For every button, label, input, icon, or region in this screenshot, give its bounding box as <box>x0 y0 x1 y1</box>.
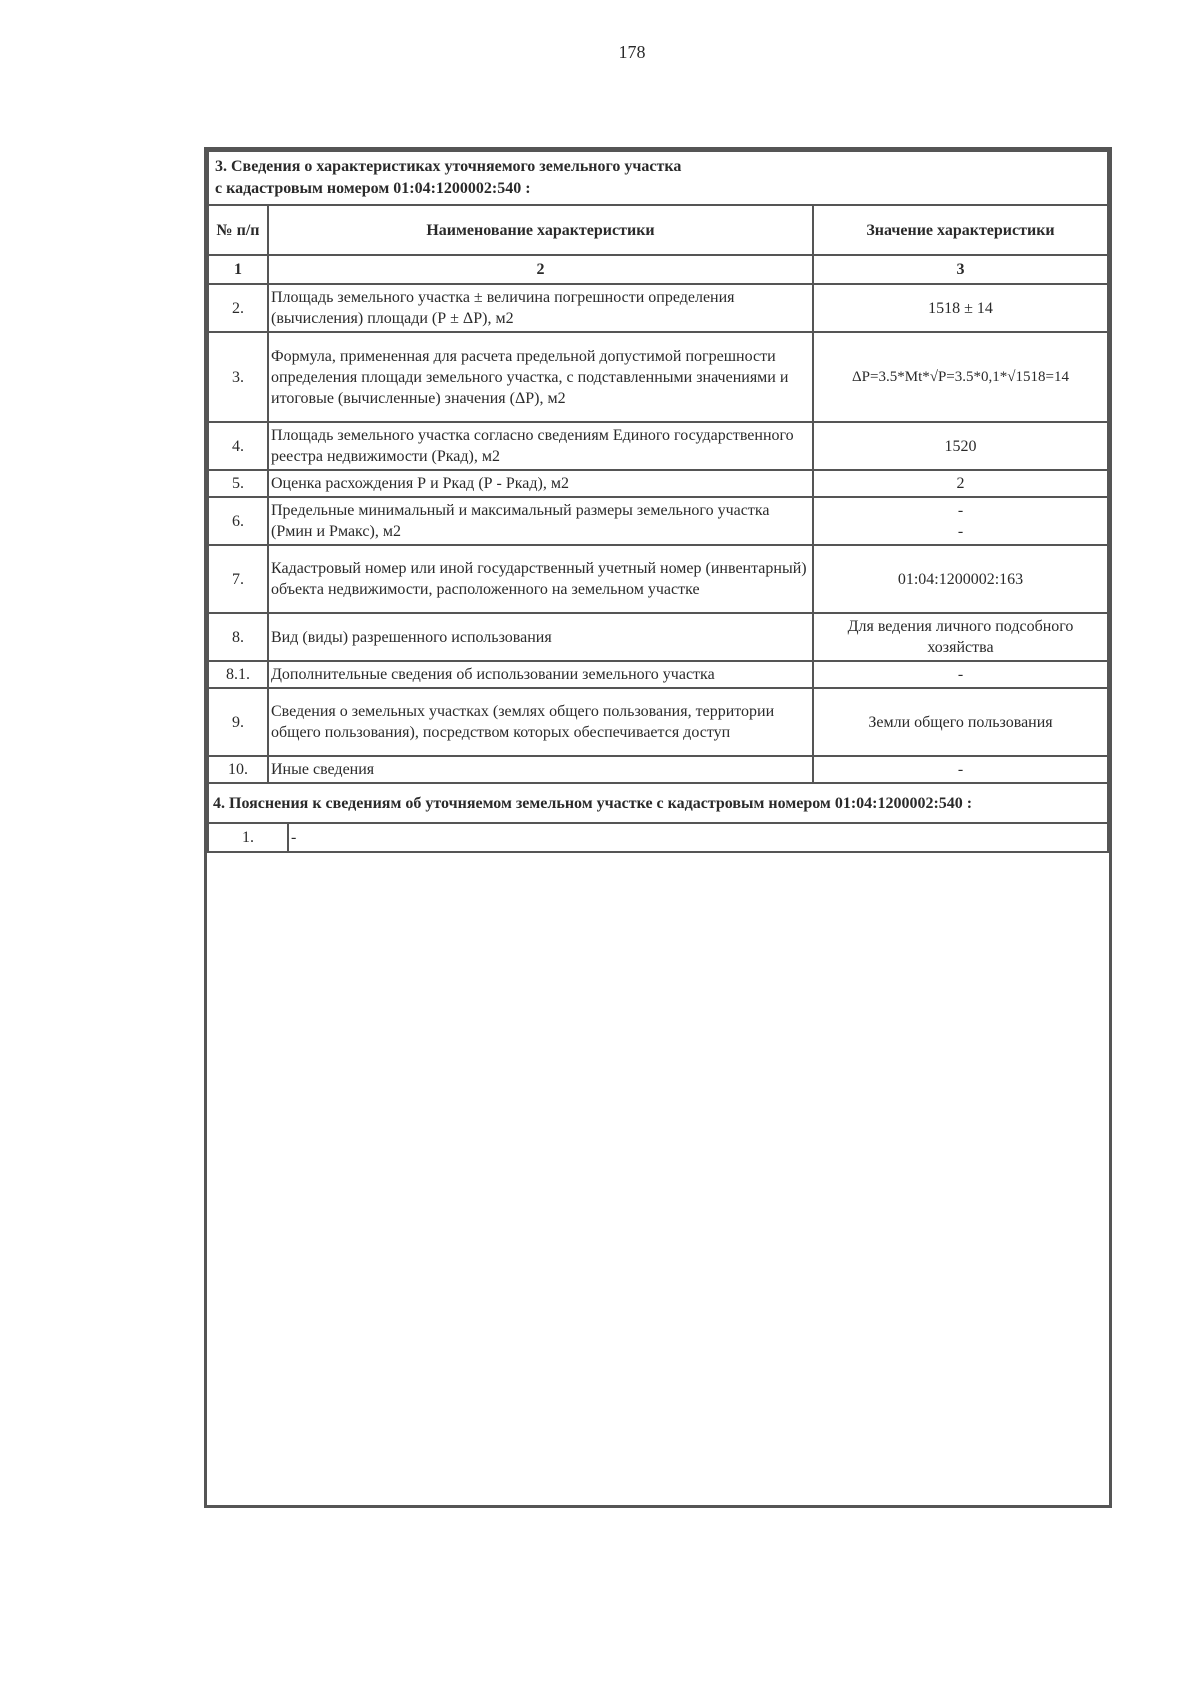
row-name: Площадь земельного участка ± величина погрешности определения (вычисления) площади (Р ± ΔР), м2 <box>268 284 813 332</box>
section3-title <box>208 151 1108 205</box>
row-value: - <box>813 661 1108 688</box>
section4-title: 4. Пояснения к сведениям об уточняемом земельном участке с кадастровым номером 01:04:1200002:540 : <box>208 783 1108 823</box>
section4-table <box>207 782 1109 853</box>
table-row <box>208 823 1108 852</box>
row-value <box>813 497 1108 545</box>
column-number: 1 <box>208 255 268 284</box>
row-value: 2 <box>813 470 1108 497</box>
row-number: 7. <box>208 545 268 613</box>
row-name: Оценка расхождения Р и Ркад (Р - Ркад), м2 <box>268 470 813 497</box>
row-number: 8. <box>208 613 268 661</box>
table-row <box>208 497 1108 545</box>
table-row <box>208 470 1108 497</box>
table-row <box>208 545 1108 613</box>
section3-title-line2: с кадастровым номером 01:04:1200002:540 : <box>215 180 531 197</box>
row-name: Сведения о земельных участках (землях общего пользования, территории общего пользования), посредством которых обеспечивается доступ <box>268 688 813 756</box>
row-value: ΔР=3.5*Mt*√Р=3.5*0,1*√1518=14 <box>813 332 1108 422</box>
row-name: Формула, примененная для расчета предельной допустимой погрешности определения площади земельного участка, с подставленными значениями и итоговые (вычисленные) значения (ΔР), м2 <box>268 332 813 422</box>
table-row <box>208 332 1108 422</box>
row-number: 5. <box>208 470 268 497</box>
row-number: 3. <box>208 332 268 422</box>
table-row <box>208 756 1108 783</box>
row-value: - <box>813 756 1108 783</box>
page-number: 178 <box>618 42 646 62</box>
row-value: 1518 ± 14 <box>813 284 1108 332</box>
row-number: 9. <box>208 688 268 756</box>
row-value: Земли общего пользования <box>813 688 1108 756</box>
section3-table <box>207 150 1109 784</box>
row-name: Кадастровый номер или иной государственный учетный номер (инвентарный) объекта недвижимости, расположенного на земельном участке <box>268 545 813 613</box>
row-number: 6. <box>208 497 268 545</box>
row-number: 1. <box>208 823 288 852</box>
row-value-min: - <box>957 502 964 519</box>
section3-title-line1: 3. Сведения о характеристиках уточняемого земельного участка <box>215 158 682 175</box>
row-name: Предельные минимальный и максимальный размеры земельного участка (Рмин и Рмакс), м2 <box>268 497 813 545</box>
table-row <box>208 284 1108 332</box>
row-name: Дополнительные сведения об использовании земельного участка <box>268 661 813 688</box>
row-number: 8.1. <box>208 661 268 688</box>
column-number: 2 <box>268 255 813 284</box>
row-value-max: - <box>957 523 964 540</box>
table-row <box>208 688 1108 756</box>
row-value: 1520 <box>813 422 1108 470</box>
header-name: Наименование характеристики <box>268 205 813 255</box>
table-row <box>208 422 1108 470</box>
row-value: Для ведения личного подсобного хозяйства <box>813 613 1108 661</box>
row-number: 2. <box>208 284 268 332</box>
row-number: 4. <box>208 422 268 470</box>
row-text: - <box>288 823 1108 852</box>
header-num: № п/п <box>208 205 268 255</box>
row-name: Иные сведения <box>268 756 813 783</box>
row-value: 01:04:1200002:163 <box>813 545 1108 613</box>
header-value: Значение характеристики <box>813 205 1108 255</box>
document-frame <box>204 147 1112 1508</box>
row-name: Площадь земельного участка согласно сведениям Единого государственного реестра недвижимости (Ркад), м2 <box>268 422 813 470</box>
table-row <box>208 613 1108 661</box>
table-row <box>208 661 1108 688</box>
row-name: Вид (виды) разрешенного использования <box>268 613 813 661</box>
column-number: 3 <box>813 255 1108 284</box>
row-number: 10. <box>208 756 268 783</box>
